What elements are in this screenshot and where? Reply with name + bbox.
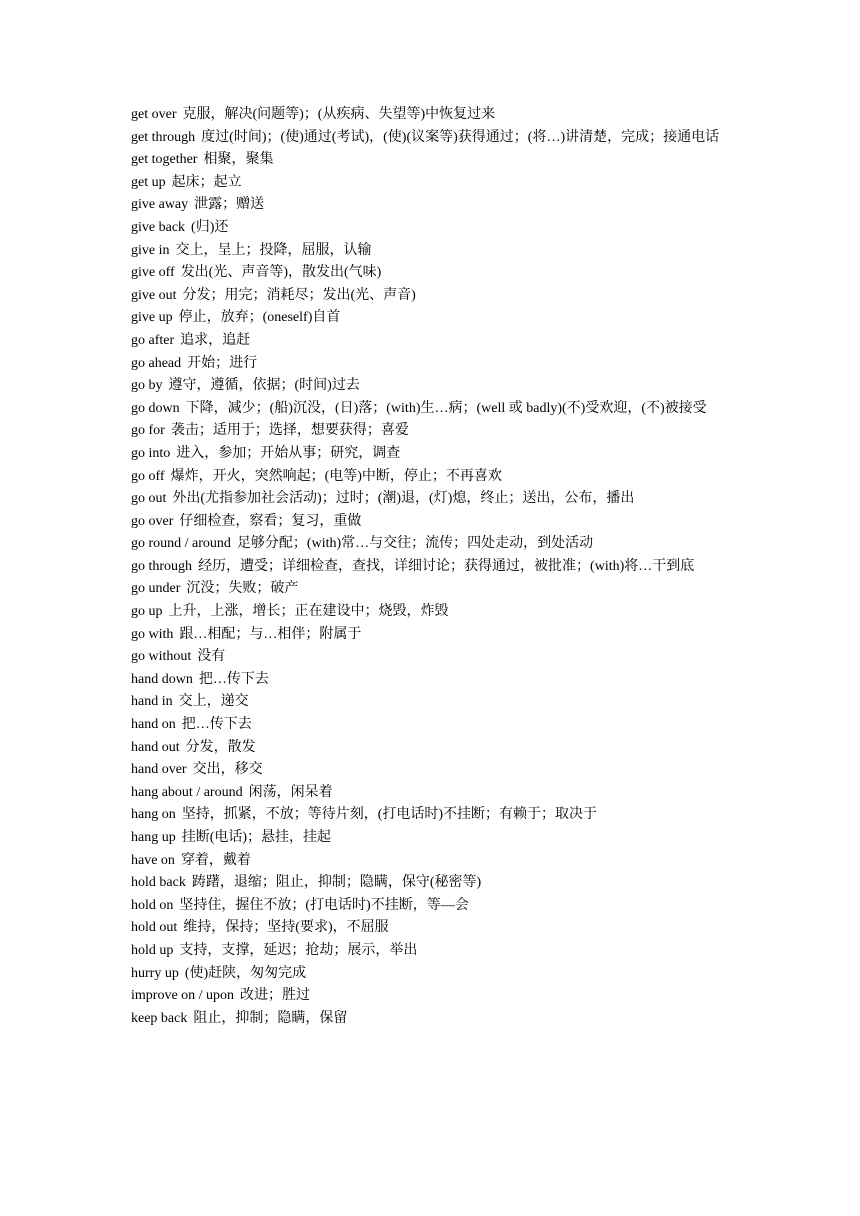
vocab-entry xyxy=(131,804,735,827)
phrase-definition: (使)赶陕，匆匆完成 xyxy=(184,965,307,981)
vocab-entry xyxy=(131,398,735,421)
phrase-term: improve on / upon xyxy=(131,988,235,1004)
phrase-term: go for xyxy=(131,423,165,439)
phrase-definition: 遵守，遵循，依据；(时间)过去 xyxy=(168,378,360,394)
phrase-definition: 没有 xyxy=(197,649,226,665)
vocab-entry xyxy=(131,917,735,940)
phrase-term: go round / around xyxy=(131,536,231,552)
vocab-entry xyxy=(131,443,735,466)
vocab-entry xyxy=(131,963,735,986)
phrase-definition: 交上，递交 xyxy=(178,694,249,710)
vocabulary-list xyxy=(131,104,735,1030)
vocab-entry xyxy=(131,669,735,692)
phrase-term: go out xyxy=(131,491,167,507)
vocab-entry xyxy=(131,624,735,647)
phrase-definition: 上升，上涨，增长；正在建设中；烧毁，炸毁 xyxy=(168,604,449,620)
vocab-entry xyxy=(131,194,735,217)
phrase-definition: 起床；起立 xyxy=(171,174,242,190)
vocab-entry xyxy=(131,104,735,127)
phrase-term: keep back xyxy=(131,1010,188,1026)
vocab-entry xyxy=(131,737,735,760)
phrase-definition: 挂断(电话)；悬挂，挂起 xyxy=(181,830,332,845)
phrase-term: give away xyxy=(131,197,189,213)
vocab-entry xyxy=(131,330,735,353)
phrase-definition: 阻止，抑制；隐瞒，保留 xyxy=(193,1010,348,1026)
phrase-term: hold up xyxy=(131,942,174,958)
phrase-definition: 跟…相配；与…相伴；附属于 xyxy=(179,626,362,642)
phrase-term: give back xyxy=(131,219,186,235)
phrase-term: give off xyxy=(131,265,175,281)
vocab-entry xyxy=(131,217,735,240)
phrase-definition: 坚持住，握住不放；(打电话时)不挂断，等—会 xyxy=(179,897,469,913)
phrase-definition: 支持，支撑，延迟；抢劫；展示，举出 xyxy=(179,942,418,958)
phrase-definition: 沉没；失败；破产 xyxy=(186,581,299,597)
phrase-definition: 发出(光、声音等)，散发出(气味) xyxy=(180,265,382,281)
vocab-entry xyxy=(131,149,735,172)
phrase-term: hand in xyxy=(131,694,173,710)
phrase-term: go without xyxy=(131,649,192,665)
phrase-term: get through xyxy=(131,129,196,145)
phrase-term: give in xyxy=(131,242,170,258)
vocab-entry xyxy=(131,466,735,489)
vocab-entry xyxy=(131,714,735,737)
vocab-entry xyxy=(131,759,735,782)
phrase-definition: (归)还 xyxy=(191,219,229,235)
phrase-term: go with xyxy=(131,626,174,642)
phrase-term: hold on xyxy=(131,897,174,913)
vocab-entry xyxy=(131,533,735,556)
vocab-entry xyxy=(131,307,735,330)
phrase-term: go through xyxy=(131,558,193,574)
phrase-term: hold out xyxy=(131,920,178,936)
phrase-definition: 爆炸，开火，突然响起；(电等)中断，停止；不再喜欢 xyxy=(170,468,502,484)
phrase-definition: 经历，遭受；详细检查，查找，详细讨论；获得通过，被批准；(with)将…干到底 xyxy=(198,558,695,574)
phrase-term: get over xyxy=(131,107,177,122)
phrase-definition: 开始；进行 xyxy=(187,355,258,371)
phrase-definition: 交上，呈上；投降，屈服，认输 xyxy=(175,242,372,258)
phrase-term: hurry up xyxy=(131,965,179,981)
vocab-entry xyxy=(131,262,735,285)
phrase-definition: 闲荡，闲呆着 xyxy=(248,784,333,800)
vocab-entry xyxy=(131,940,735,963)
phrase-term: go by xyxy=(131,378,163,394)
phrase-definition: 袭击；适用于；选择，想要获得；喜爱 xyxy=(170,423,409,439)
vocab-entry xyxy=(131,691,735,714)
phrase-definition: 穿着，戴着 xyxy=(180,852,251,868)
phrase-definition: 仔细检查，察看；复习，重做 xyxy=(179,513,362,529)
phrase-definition: 相聚，聚集 xyxy=(203,152,274,168)
phrase-term: hang on xyxy=(131,807,176,823)
phrase-definition: 度过(时间)；(使)通过(考试)，(使)(议案等)获得通过；(将…)讲清楚，完成；接通电话 xyxy=(201,129,720,145)
phrase-term: get up xyxy=(131,174,166,190)
vocab-entry xyxy=(131,375,735,398)
phrase-term: go into xyxy=(131,445,171,461)
vocab-entry xyxy=(131,511,735,534)
vocab-entry xyxy=(131,172,735,195)
phrase-term: go up xyxy=(131,604,163,620)
phrase-definition: 停止，放弃；(oneself)自首 xyxy=(178,310,341,326)
phrase-definition: 足够分配；(with)常…与交往；流传；四处走动，到处活动 xyxy=(236,536,594,552)
phrase-definition: 分发，散发 xyxy=(185,739,256,755)
phrase-term: hold back xyxy=(131,875,186,891)
phrase-definition: 改进；胜过 xyxy=(240,988,311,1004)
phrase-term: hand over xyxy=(131,762,187,778)
phrase-definition: 分发；用完；消耗尽；发出(光、声音) xyxy=(182,287,416,303)
vocab-entry xyxy=(131,827,735,850)
phrase-term: give up xyxy=(131,310,173,326)
phrase-definition: 追求，追赶 xyxy=(180,332,251,348)
phrase-term: hang about / around xyxy=(131,784,243,800)
phrase-definition: 克服，解决(问题等)；(从疾病、失望等)中恢复过来 xyxy=(182,107,496,122)
phrase-definition: 泄露；赠送 xyxy=(194,197,265,213)
vocab-entry xyxy=(131,353,735,376)
phrase-term: go after xyxy=(131,332,175,348)
phrase-definition: 维持，保持；坚持(要求)，不屈服 xyxy=(183,920,389,936)
phrase-term: hang up xyxy=(131,830,176,845)
vocab-entry xyxy=(131,646,735,669)
vocab-entry xyxy=(131,127,735,150)
vocab-entry xyxy=(131,601,735,624)
phrase-term: hand out xyxy=(131,739,180,755)
phrase-term: go ahead xyxy=(131,355,182,371)
vocab-entry xyxy=(131,872,735,895)
phrase-term: go down xyxy=(131,400,180,416)
phrase-definition: 进入，参加；开始从事；研究，调查 xyxy=(176,445,401,461)
vocab-entry xyxy=(131,285,735,308)
vocab-entry xyxy=(131,985,735,1008)
vocab-entry xyxy=(131,240,735,263)
vocab-entry xyxy=(131,420,735,443)
phrase-definition: 下降，减少；(船)沉没，(日)落；(with)生…病；(well 或 badly)(不)受欢迎，(不)被接受 xyxy=(185,400,707,416)
vocab-entry xyxy=(131,578,735,601)
vocab-entry xyxy=(131,895,735,918)
phrase-term: go under xyxy=(131,581,181,597)
phrase-term: hand on xyxy=(131,717,176,733)
vocab-entry xyxy=(131,1008,735,1031)
vocab-entry xyxy=(131,556,735,579)
phrase-definition: 外出(尤指参加社会活动)；过时；(潮)退，(灯)熄，终止；送出，公布，播出 xyxy=(172,491,635,507)
phrase-term: have on xyxy=(131,852,175,868)
phrase-term: give out xyxy=(131,287,177,303)
phrase-term: hand down xyxy=(131,671,193,687)
phrase-definition: 坚持，抓紧，不放；等待片刻，(打电话时)不挂断；有赖于；取决于 xyxy=(181,807,598,823)
phrase-term: get together xyxy=(131,152,198,168)
phrase-definition: 把…传下去 xyxy=(181,717,252,733)
phrase-definition: 踌躇，退缩；阻止，抑制；隐瞒，保守(秘密等) xyxy=(191,875,482,891)
phrase-term: go off xyxy=(131,468,165,484)
phrase-definition: 交出，移交 xyxy=(192,762,263,778)
phrase-term: go over xyxy=(131,513,174,529)
phrase-definition: 把…传下去 xyxy=(198,671,269,687)
vocab-entry xyxy=(131,488,735,511)
vocab-entry xyxy=(131,850,735,873)
vocab-entry xyxy=(131,782,735,805)
